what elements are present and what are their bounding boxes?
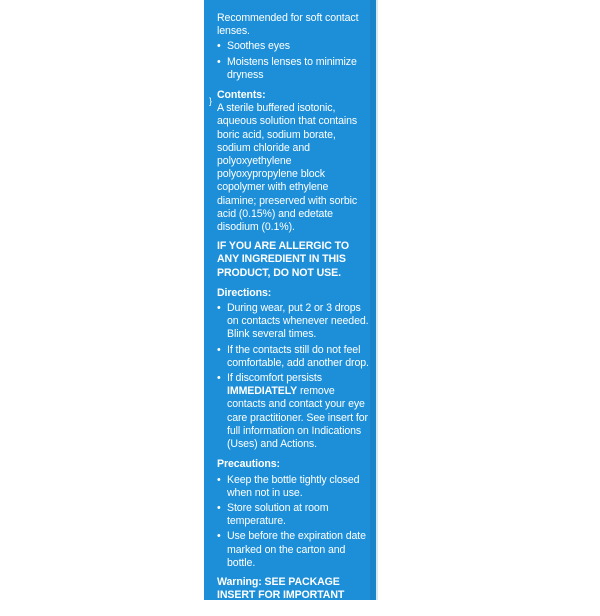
label-text-block	[217, 12, 369, 616]
intro-text: Recommended for soft contact lenses.	[217, 12, 359, 38]
fold-mark: }	[209, 96, 213, 106]
directions-heading: Directions:	[217, 286, 272, 299]
benefits-list	[217, 40, 369, 82]
direction-item: • During wear, put 2 or 3 drops on contacts whenever needed. Blink several times.	[217, 302, 369, 342]
direction-item-emphasis: IMMEDIATELY	[227, 385, 298, 398]
precaution-item: • Keep the bottle tightly closed when not in use.	[217, 474, 369, 500]
contents-heading: Contents:	[217, 89, 266, 102]
precautions-heading: Precautions:	[217, 458, 280, 471]
allergy-warning: IF YOU ARE ALLERGIC TO ANY INGREDIENT IN THIS PRODUCT, DO NOT USE.	[217, 240, 349, 279]
direction-item	[217, 372, 369, 451]
benefit-item: • Soothes eyes	[217, 40, 369, 53]
contents-text: A sterile buffered isotonic, aqueous solution that contains boric acid, sodium borate, sodium chloride and polyoxyethylene polyoxypropylene block copolymer with ethylene diamine; preserved with sorbic acid (0.15%) and edetate disodium (0.1%).	[217, 102, 358, 234]
direction-item-suffix: remove contacts and contact your eye care practitioner. See insert for full information on Indications (Uses) and Actions.	[227, 385, 368, 451]
safety-warning: Warning: SEE PACKAGE INSERT FOR IMPORTANT SAFETY INFORMATION.	[217, 575, 345, 615]
direction-item-prefix: If discomfort persists	[227, 372, 322, 385]
precaution-item: • Store solution at room temperature.	[217, 502, 369, 528]
precaution-item: • Use before the expiration date marked on the carton and bottle.	[217, 530, 369, 570]
directions-list	[217, 302, 369, 451]
benefit-item: • Moistens lenses to minimize dryness	[217, 56, 369, 82]
precautions-list	[217, 474, 369, 570]
direction-item: • If the contacts still do not feel comfortable, add another drop.	[217, 344, 369, 370]
carton-shadow	[376, 0, 378, 600]
carton-side-panel	[204, 0, 370, 615]
